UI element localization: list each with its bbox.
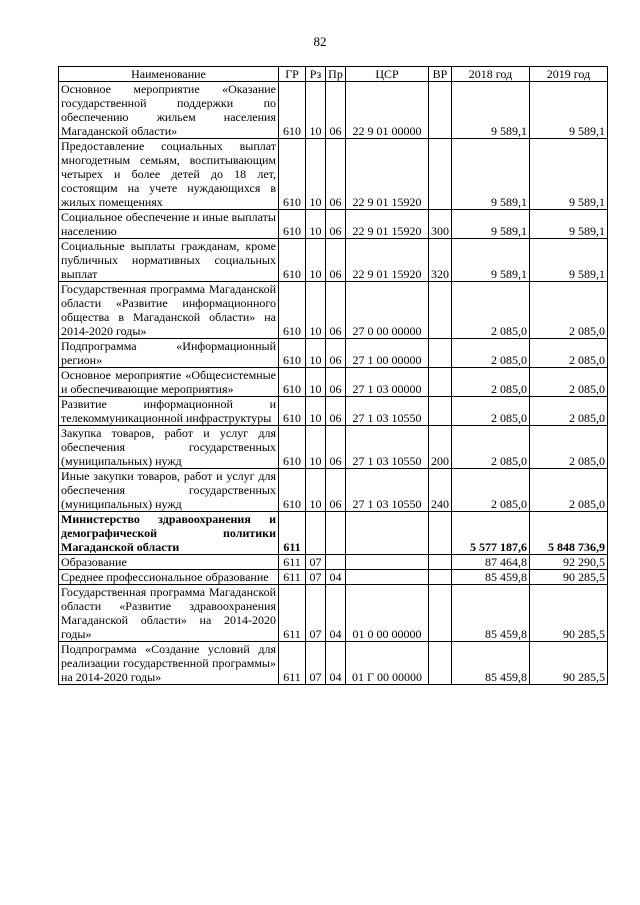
row-gr: 610: [279, 282, 306, 339]
row-2019: 2 085,0: [530, 282, 608, 339]
row-2019: 9 589,1: [530, 139, 608, 210]
row-2018: 2 085,0: [452, 469, 530, 512]
row-vr: [429, 512, 452, 555]
table-row: [59, 239, 608, 282]
row-csr: [346, 512, 429, 555]
row-rz: 07: [306, 585, 326, 642]
row-gr: 610: [279, 339, 306, 368]
row-gr: 610: [279, 139, 306, 210]
table-row: [59, 469, 608, 512]
row-csr: [346, 555, 429, 570]
row-gr: 610: [279, 82, 306, 139]
row-rz: 10: [306, 397, 326, 426]
row-pr: 06: [326, 239, 346, 282]
row-2018: 85 459,8: [452, 585, 530, 642]
row-csr: 27 1 03 10550: [346, 469, 429, 512]
row-name: Среднее профессиональное образование: [59, 570, 279, 585]
table-row: [59, 570, 608, 585]
row-2019: 92 290,5: [530, 555, 608, 570]
row-vr: [429, 397, 452, 426]
row-name: Подпрограмма «Информационный регион»: [59, 339, 279, 368]
row-rz: 10: [306, 469, 326, 512]
row-name: Иные закупки товаров, работ и услуг для обеспечения государственных (муниципальных) нужд: [59, 469, 279, 512]
row-2018: 2 085,0: [452, 368, 530, 397]
row-gr: 611: [279, 642, 306, 685]
page-number: 82: [313, 34, 327, 49]
row-2019: 2 085,0: [530, 397, 608, 426]
row-2018: 85 459,8: [452, 570, 530, 585]
row-2018: 9 589,1: [452, 210, 530, 239]
row-vr: [429, 642, 452, 685]
header-2019: 2019 год: [530, 67, 608, 82]
row-pr: 06: [326, 139, 346, 210]
row-csr: 22 9 01 15920: [346, 139, 429, 210]
header-rz: Рз: [306, 67, 326, 82]
table-row: [59, 139, 608, 210]
row-name: Государственная программа Магаданской области «Развитие информационного общества в Магаданской области» на 2014-2020 годы»: [59, 282, 279, 339]
row-gr: 610: [279, 368, 306, 397]
table-row: [59, 426, 608, 469]
row-vr: [429, 339, 452, 368]
row-pr: 04: [326, 570, 346, 585]
row-pr: [326, 555, 346, 570]
header-vr: ВР: [429, 67, 452, 82]
row-pr: 06: [326, 282, 346, 339]
row-2018: 2 085,0: [452, 282, 530, 339]
row-name: Развитие информационной и телекоммуникационной инфраструктуры: [59, 397, 279, 426]
row-pr: 06: [326, 82, 346, 139]
table-row: [59, 82, 608, 139]
row-gr: 611: [279, 570, 306, 585]
row-vr: 300: [429, 210, 452, 239]
row-vr: 320: [429, 239, 452, 282]
header-2018: 2018 год: [452, 67, 530, 82]
row-pr: [326, 512, 346, 555]
row-name: Государственная программа Магаданской области «Развитие здравоохранения Магаданской области» на 2014-2020 годы»: [59, 585, 279, 642]
row-csr: 22 9 01 15920: [346, 210, 429, 239]
row-name: Основное мероприятие «Оказание государственной поддержки по обеспечению жильем населения Магаданской области»: [59, 82, 279, 139]
row-name: Закупка товаров, работ и услуг для обеспечения государственных (муниципальных) нужд: [59, 426, 279, 469]
row-2019: 2 085,0: [530, 339, 608, 368]
table-row: [59, 397, 608, 426]
row-vr: [429, 82, 452, 139]
budget-table: [58, 66, 608, 685]
row-2019: 9 589,1: [530, 82, 608, 139]
row-rz: 10: [306, 339, 326, 368]
row-csr: 27 0 00 00000: [346, 282, 429, 339]
row-csr: 27 1 03 10550: [346, 397, 429, 426]
header-pr: Пр: [326, 67, 346, 82]
row-rz: 10: [306, 82, 326, 139]
header-gr: ГР: [279, 67, 306, 82]
row-2019: 90 285,5: [530, 642, 608, 685]
row-rz: 07: [306, 642, 326, 685]
row-2018: 2 085,0: [452, 426, 530, 469]
row-pr: 04: [326, 642, 346, 685]
row-2019: 2 085,0: [530, 469, 608, 512]
table-row: [59, 339, 608, 368]
row-rz: 10: [306, 139, 326, 210]
row-pr: 06: [326, 339, 346, 368]
row-2019: 5 848 736,9: [530, 512, 608, 555]
header-row: [59, 67, 608, 82]
row-gr: 610: [279, 239, 306, 282]
row-gr: 610: [279, 426, 306, 469]
row-csr: 22 9 01 15920: [346, 239, 429, 282]
row-vr: [429, 139, 452, 210]
row-name: Подпрограмма «Создание условий для реализации государственной программы» на 2014-2020 годы»: [59, 642, 279, 685]
row-rz: 10: [306, 210, 326, 239]
row-2019: 2 085,0: [530, 426, 608, 469]
row-csr: 01 Г 00 00000: [346, 642, 429, 685]
row-2018: 9 589,1: [452, 139, 530, 210]
row-rz: 10: [306, 368, 326, 397]
table-row: [59, 210, 608, 239]
row-pr: 06: [326, 426, 346, 469]
row-name: Социальное обеспечение и иные выплаты населению: [59, 210, 279, 239]
row-vr: [429, 570, 452, 585]
row-rz: 10: [306, 239, 326, 282]
row-2018: 5 577 187,6: [452, 512, 530, 555]
row-vr: [429, 368, 452, 397]
row-gr: 611: [279, 585, 306, 642]
table-row: [59, 585, 608, 642]
row-gr: 610: [279, 469, 306, 512]
row-2019: 90 285,5: [530, 585, 608, 642]
row-pr: 06: [326, 469, 346, 512]
row-csr: [346, 570, 429, 585]
table-row: [59, 512, 608, 555]
table-row: [59, 555, 608, 570]
row-vr: 240: [429, 469, 452, 512]
row-gr: 611: [279, 555, 306, 570]
row-name: Основное мероприятие «Общесистемные и обеспечивающие мероприятия»: [59, 368, 279, 397]
row-name: Образование: [59, 555, 279, 570]
row-rz: 10: [306, 426, 326, 469]
row-2019: 9 589,1: [530, 239, 608, 282]
row-rz: 07: [306, 570, 326, 585]
row-vr: 200: [429, 426, 452, 469]
table-row: [59, 642, 608, 685]
row-csr: 27 1 00 00000: [346, 339, 429, 368]
row-vr: [429, 282, 452, 339]
row-rz: 07: [306, 555, 326, 570]
row-name: Социальные выплаты гражданам, кроме публичных нормативных социальных выплат: [59, 239, 279, 282]
row-2018: 2 085,0: [452, 339, 530, 368]
row-pr: 06: [326, 368, 346, 397]
row-name: Министерство здравоохранения и демографической политики Магаданской области: [59, 512, 279, 555]
row-csr: 22 9 01 00000: [346, 82, 429, 139]
header-name: Наименование: [59, 67, 279, 82]
row-2019: 9 589,1: [530, 210, 608, 239]
row-2018: 85 459,8: [452, 642, 530, 685]
row-2018: 9 589,1: [452, 82, 530, 139]
row-2018: 9 589,1: [452, 239, 530, 282]
row-vr: [429, 555, 452, 570]
row-2019: 2 085,0: [530, 368, 608, 397]
row-2018: 2 085,0: [452, 397, 530, 426]
row-csr: 01 0 00 00000: [346, 585, 429, 642]
row-rz: [306, 512, 326, 555]
row-pr: 06: [326, 397, 346, 426]
row-gr: 611: [279, 512, 306, 555]
table-row: [59, 368, 608, 397]
row-pr: 04: [326, 585, 346, 642]
row-vr: [429, 585, 452, 642]
row-gr: 610: [279, 210, 306, 239]
row-pr: 06: [326, 210, 346, 239]
table-row: [59, 282, 608, 339]
row-2018: 87 464,8: [452, 555, 530, 570]
row-gr: 610: [279, 397, 306, 426]
row-rz: 10: [306, 282, 326, 339]
row-csr: 27 1 03 00000: [346, 368, 429, 397]
row-name: Предоставление социальных выплат многодетным семьям, воспитывающим четырех и более детей до 18 лет, состоящим на учете нуждающихся в жилых помещениях: [59, 139, 279, 210]
row-2019: 90 285,5: [530, 570, 608, 585]
row-csr: 27 1 03 10550: [346, 426, 429, 469]
header-csr: ЦСР: [346, 67, 429, 82]
